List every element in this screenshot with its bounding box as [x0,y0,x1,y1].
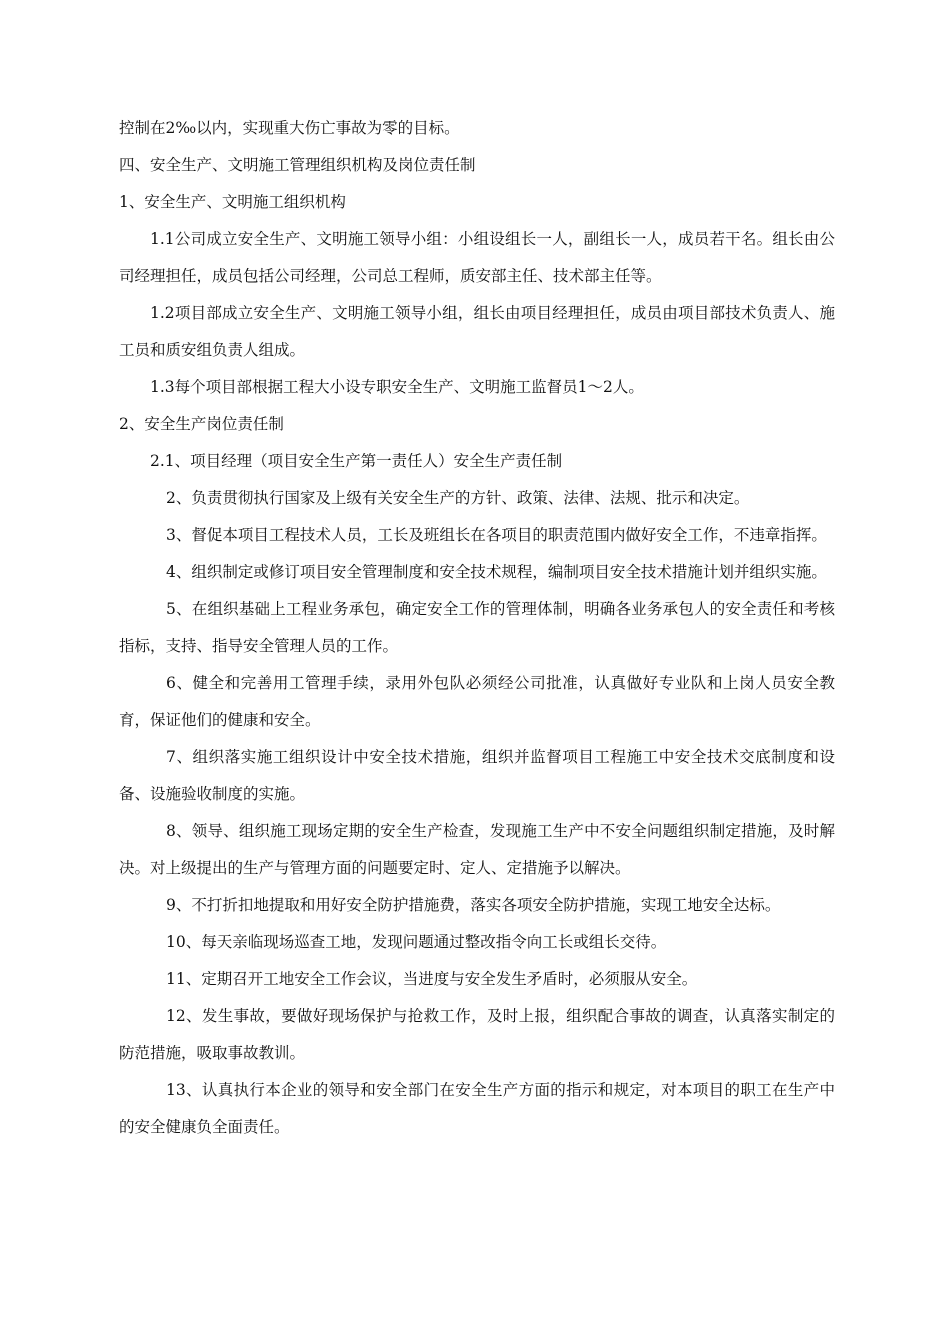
paragraph-2-1: 2.1、项目经理（项目安全生产第一责任人）安全生产责任制 [150,452,563,470]
section-heading-4: 四、安全生产、文明施工管理组织机构及岗位责任制 [119,156,476,174]
subsection-heading-2: 2、安全生产岗位责任制 [119,415,284,433]
list-item-13: 13、认真执行本企业的领导和安全部门在安全生产方面的指示和规定，对本项目的职工在生产中的安全健康负全面责任。 [119,1081,835,1136]
list-item-11: 11、定期召开工地安全工作会议，当进度与安全发生矛盾时，必须服从安全。 [166,970,698,988]
paragraph-1-3: 1.3每个项目部根据工程大小设专职安全生产、文明施工监督员1～2人。 [150,378,644,396]
document-body [119,110,835,1146]
list-item-2: 2、负责贯彻执行国家及上级有关安全生产的方针、政策、法律、法规、批示和决定。 [166,489,750,507]
paragraph-target-statement: 控制在2‰以内，实现重大伤亡事故为零的目标。 [119,119,460,137]
list-item-10: 10、每天亲临现场巡查工地，发现问题通过整改指令向工长或组长交待。 [166,933,667,951]
list-item-4: 4、组织制定或修订项目安全管理制度和安全技术规程，编制项目安全技术措施计划并组织实施。 [166,563,827,581]
paragraph-1-2: 1.2项目部成立安全生产、文明施工领导小组，组长由项目经理担任，成员由项目部技术负责人、施工员和质安组负责人组成。 [119,304,835,359]
list-item-3: 3、督促本项目工程技术人员，工长及班组长在各项目的职责范围内做好安全工作，不违章指挥。 [166,526,827,544]
paragraph-1-1: 1.1公司成立安全生产、文明施工领导小组：小组设组长一人，副组长一人，成员若干名。组长由公司经理担任，成员包括公司经理，公司总工程师，质安部主任、技术部主任等。 [119,230,835,285]
list-item-5: 5、在组织基础上工程业务承包，确定安全工作的管理体制，明确各业务承包人的安全责任和考核指标，支持、指导安全管理人员的工作。 [119,600,835,655]
list-item-6: 6、健全和完善用工管理手续，录用外包队必须经公司批准，认真做好专业队和上岗人员安全教育，保证他们的健康和安全。 [119,674,835,729]
subsection-heading-1: 1、安全生产、文明施工组织机构 [119,193,346,211]
list-item-12: 12、发生事故，要做好现场保护与抢救工作，及时上报，组织配合事故的调查，认真落实制定的防范措施，吸取事故教训。 [119,1007,835,1062]
list-item-8: 8、领导、组织施工现场定期的安全生产检查，发现施工生产中不安全问题组织制定措施，及时解决。对上级提出的生产与管理方面的问题要定时、定人、定措施予以解决。 [119,822,835,877]
list-item-9: 9、不打折扣地提取和用好安全防护措施费，落实各项安全防护措施，实现工地安全达标。 [166,896,781,914]
list-item-7: 7、组织落实施工组织设计中安全技术措施，组织并监督项目工程施工中安全技术交底制度和设备、设施验收制度的实施。 [119,748,835,803]
